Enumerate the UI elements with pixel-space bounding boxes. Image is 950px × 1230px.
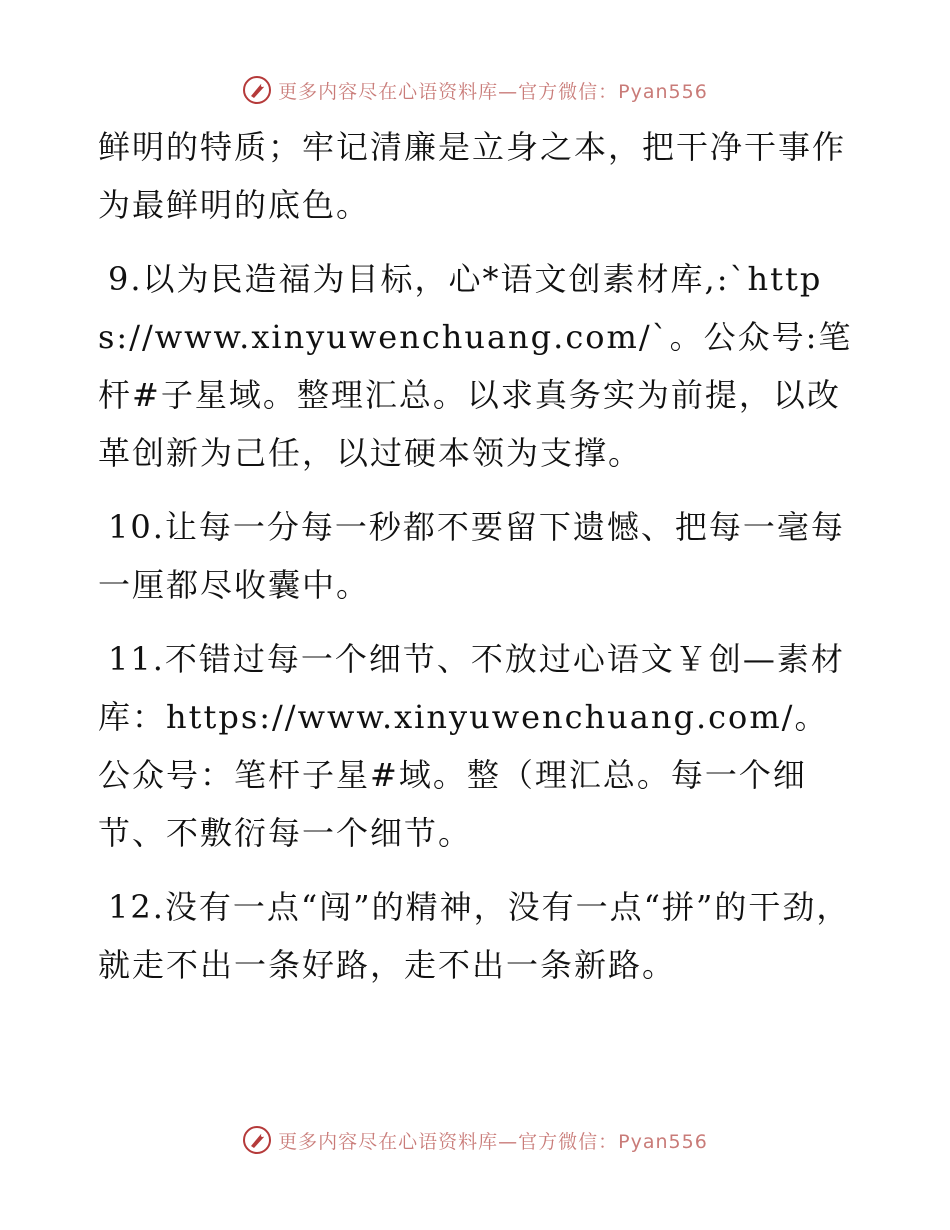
paragraph-item-10: 10.让每一分每一秒都不要留下遗憾、把每一毫每一厘都尽收囊中。	[98, 508, 845, 604]
footer-banner-text: 更多内容尽在心语资料库—官方微信：Pyan556	[278, 1130, 708, 1153]
pen-nib-logo-icon	[242, 75, 272, 105]
paragraph-continuation: 鲜明的特质；牢记清廉是立身之本，把干净干事作为最鲜明的底色。	[98, 128, 847, 224]
pen-nib-logo-icon	[242, 1125, 272, 1155]
paragraph-item-11: 11.不错过每一个细节、不放过心语文￥创—素材库：https://www.xinyuwenchuang.com/。公众号：笔杆子星#域。整（理汇总。每一个细节、不敷衍每一个细节。	[98, 640, 845, 852]
footer-banner	[0, 1120, 950, 1160]
document-body	[98, 118, 858, 1010]
header-banner	[0, 70, 950, 110]
paragraph-item-12: 12.没有一点“闯”的精神，没有一点“拼”的干劲，就走不出一条好路，走不出一条新路。	[98, 888, 851, 984]
header-banner-text: 更多内容尽在心语资料库—官方微信：Pyan556	[278, 80, 708, 103]
paragraph-item-9: 9.以为民造福为目标，心*语文创素材库,:`https://www.xinyuwenchuang.com/`。公众号:笔杆#子星域。整理汇总。以求真务实为前提，以改革创新为己任，以过硬本领为支撑。	[98, 260, 853, 472]
